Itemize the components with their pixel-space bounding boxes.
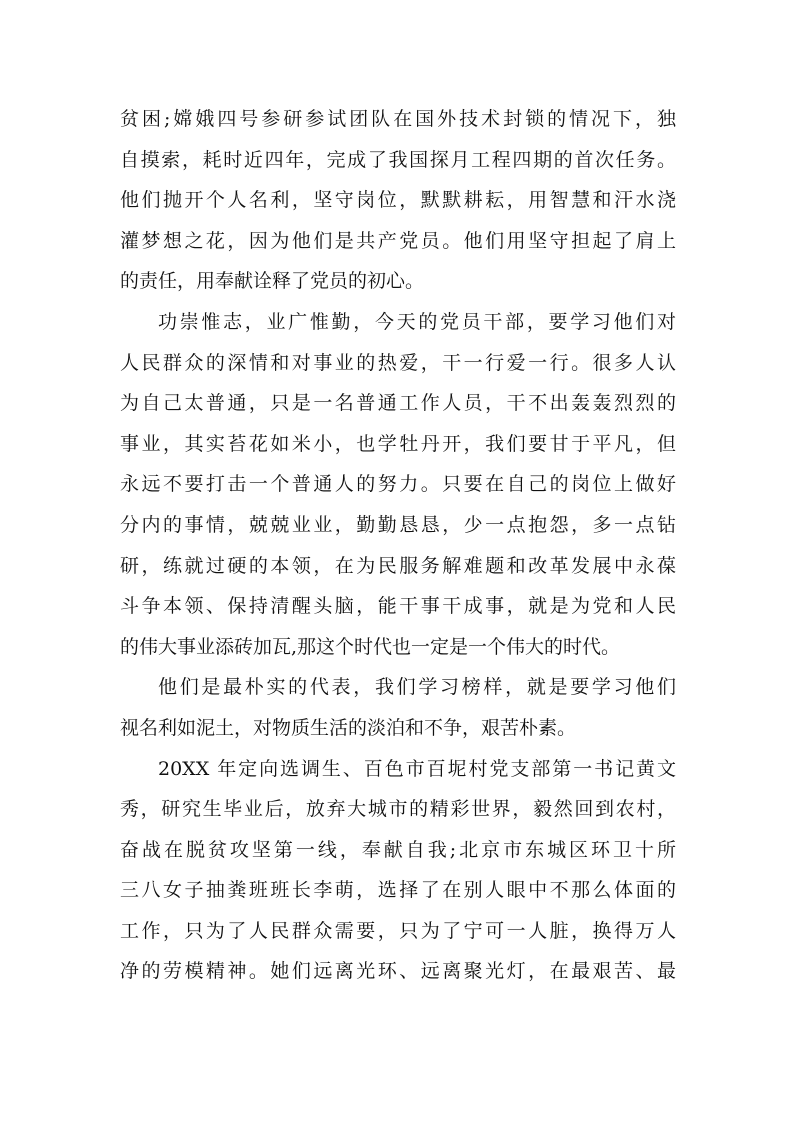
text-line: 秀，研究生毕业后，放弃大城市的精彩世界，毅然回到农村， (120, 798, 676, 821)
text-line: 的责任，用奉献诠释了党员的初心。 (120, 270, 425, 293)
text-line: 斗争本领、保持清醒头脑，能干事干成事，就是为党和人民 (120, 595, 676, 618)
text-line: 灌梦想之花，因为他们是共产党员。他们用坚守担起了肩上 (120, 229, 676, 252)
text-line: 功崇惟志，业广惟勤，今天的党员干部，要学习他们对 (158, 310, 676, 333)
text-line: 净的劳模精神。她们远离光环、远离聚光灯，在最艰苦、最 (120, 960, 676, 983)
text-line: 他们抛开个人名利，坚守岗位，默默耕耘，用智慧和汗水浇 (120, 189, 676, 212)
text-line: 的伟大事业添砖加瓦,那这个时代也一定是一个伟大的时代。 (120, 635, 621, 658)
text-line: 分内的事情，兢兢业业，勤勤恳恳，少一点抱怨，多一点钻 (120, 513, 676, 536)
document-body (120, 99, 676, 992)
text-line: 视名利如泥土，对物质生活的淡泊和不争，艰苦朴素。 (120, 716, 577, 739)
text-line: 20XX 年定向选调生、百色市百坭村党支部第一书记黄文 (158, 757, 676, 780)
text-line: 人民群众的深情和对事业的热爱，干一行爱一行。很多人认 (120, 351, 676, 374)
text-line: 研，练就过硬的本领，在为民服务解难题和改革发展中永葆 (120, 554, 676, 577)
text-line: 奋战在脱贫攻坚第一线，奉献自我;北京市东城区环卫十所 (120, 838, 676, 861)
text-line: 自摸索，耗时近四年，完成了我国探月工程四期的首次任务。 (120, 148, 676, 171)
text-line: 三八女子抽粪班班长李萌，选择了在别人眼中不那么体面的 (120, 879, 676, 902)
text-line: 工作，只为了人民群众需要，只为了宁可一人脏，换得万人 (120, 919, 676, 942)
text-line: 贫困;嫦娥四号参研参试团队在国外技术封锁的情况下，独 (120, 108, 676, 130)
text-line: 为自己太普通，只是一名普通工作人员，干不出轰轰烈烈的 (120, 392, 676, 415)
text-line: 事业，其实苔花如米小，也学牡丹开，我们要甘于平凡，但 (120, 432, 676, 455)
text-line: 他们是最朴实的代表，我们学习榜样，就是要学习他们 (158, 676, 676, 699)
text-line: 永远不要打击一个普通人的努力。只要在自己的岗位上做好 (120, 473, 676, 496)
